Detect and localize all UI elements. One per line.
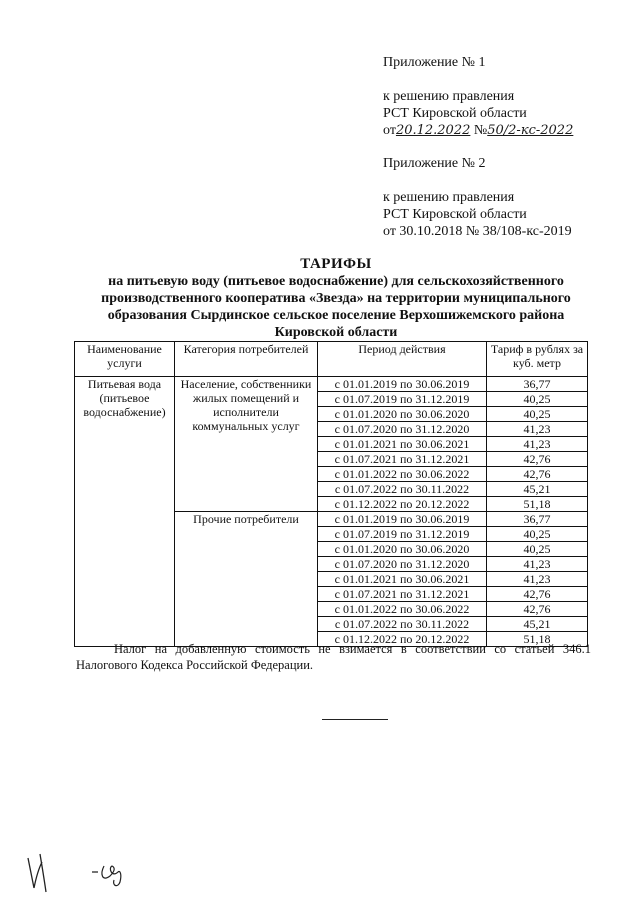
heading-line: образования Сырдинское сельское поселение Верхошижемского района <box>107 308 565 323</box>
tariff-cell: 41,23 <box>487 437 588 452</box>
period-cell: с 01.07.2019 по 31.12.2019 <box>318 392 487 407</box>
header-service: Наименование услуги <box>75 342 175 377</box>
footnote-line2: Налогового Кодекса Российской Федерации. <box>76 658 314 672</box>
tariff-cell: 41,23 <box>487 557 588 572</box>
period-cell: с 01.07.2022 по 30.11.2022 <box>318 617 487 632</box>
category-cell: Прочие потребители <box>175 512 318 647</box>
tariff-cell: 40,25 <box>487 392 588 407</box>
document-heading <box>70 256 602 341</box>
tariff-cell: 40,25 <box>487 407 588 422</box>
tariff-cell: 36,77 <box>487 512 588 527</box>
period-cell: с 01.01.2020 по 30.06.2020 <box>318 407 487 422</box>
footnote <box>76 641 591 673</box>
tariff-cell: 41,23 <box>487 422 588 437</box>
appendix-1-title: Приложение № 1 <box>383 55 486 70</box>
tariff-cell: 36,77 <box>487 377 588 392</box>
period-cell: с 01.07.2019 по 31.12.2019 <box>318 527 487 542</box>
period-cell: с 01.07.2020 по 31.12.2020 <box>318 557 487 572</box>
tariff-cell: 40,25 <box>487 542 588 557</box>
period-cell: с 01.07.2020 по 31.12.2020 <box>318 422 487 437</box>
tariff-cell: 42,76 <box>487 602 588 617</box>
footnote-line1: Налог на добавленную стоимость не взимается в соответствии со статьей 346.1 <box>114 642 591 656</box>
header-category: Категория потребителей <box>175 342 318 377</box>
appendix-1-date-line <box>383 122 573 139</box>
period-cell: с 01.12.2022 по 20.12.2022 <box>318 497 487 512</box>
tariff-cell: 51,18 <box>487 497 588 512</box>
tariff-cell: 42,76 <box>487 452 588 467</box>
tariff-cell: 40,25 <box>487 527 588 542</box>
appendix-1-line2: РСТ Кировской области <box>383 106 527 121</box>
handwritten-signature <box>20 848 140 898</box>
tariff-cell: 45,21 <box>487 482 588 497</box>
handwritten-date: 20.12.2022 <box>395 123 471 138</box>
header-tariff: Тариф в рублях за куб. метр <box>487 342 588 377</box>
appendix-1-line1: к решению правления <box>383 89 515 104</box>
number-sign: № <box>473 123 488 138</box>
appendix-2-block <box>383 155 572 240</box>
appendix-2-line1: к решению правления <box>383 190 515 205</box>
period-cell: с 01.07.2021 по 31.12.2021 <box>318 452 487 467</box>
tariff-table <box>74 341 588 647</box>
period-cell: с 01.01.2020 по 30.06.2020 <box>318 542 487 557</box>
period-cell: с 01.01.2019 по 30.06.2019 <box>318 512 487 527</box>
appendix-2-line2: РСТ Кировской области <box>383 207 527 222</box>
appendix-2-title: Приложение № 2 <box>383 156 486 171</box>
period-cell: с 01.01.2019 по 30.06.2019 <box>318 377 487 392</box>
appendix-1-block <box>383 54 573 139</box>
period-cell: с 01.07.2022 по 30.11.2022 <box>318 482 487 497</box>
heading-title: ТАРИФЫ <box>300 256 372 272</box>
closing-rule <box>322 719 388 720</box>
period-cell: с 01.01.2022 по 30.06.2022 <box>318 602 487 617</box>
table-row <box>75 377 588 392</box>
period-cell: с 01.01.2021 по 30.06.2021 <box>318 437 487 452</box>
tariff-cell: 45,21 <box>487 617 588 632</box>
period-cell: с 01.12.2022 по 20.12.2022 <box>318 632 487 647</box>
service-cell: Питьевая вода (питьевое водоснабжение) <box>75 377 175 647</box>
tariff-cell: 42,76 <box>487 467 588 482</box>
handwritten-number: 50/2-кс-2022 <box>487 123 574 138</box>
from-prefix: от <box>383 123 396 138</box>
tariff-cell: 42,76 <box>487 587 588 602</box>
period-cell: с 01.07.2021 по 31.12.2021 <box>318 587 487 602</box>
header-period: Период действия <box>318 342 487 377</box>
tariff-cell: 51,18 <box>487 632 588 647</box>
heading-line: на питьевую воду (питьевое водоснабжение) для сельскохозяйственного <box>108 274 564 289</box>
table-body <box>75 377 588 647</box>
period-cell: с 01.01.2021 по 30.06.2021 <box>318 572 487 587</box>
appendix-2-line3: от 30.10.2018 № 38/108-кс-2019 <box>383 224 572 239</box>
category-cell: Население, собственники жилых помещений и исполнители коммунальных услуг <box>175 377 318 512</box>
heading-line: производственного кооператива «Звезда» на территории муниципального <box>101 291 571 306</box>
period-cell: с 01.01.2022 по 30.06.2022 <box>318 467 487 482</box>
heading-line: Кировской области <box>274 325 398 340</box>
tariff-cell: 41,23 <box>487 572 588 587</box>
table-header-row <box>75 342 588 377</box>
